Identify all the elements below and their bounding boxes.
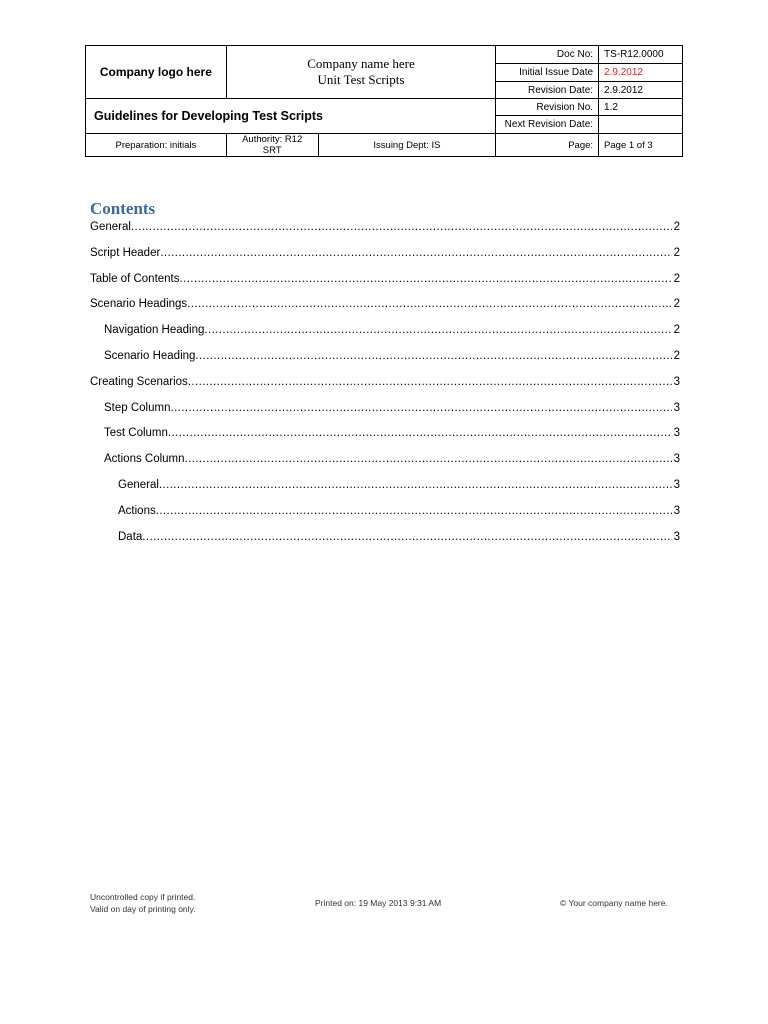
company-name: Company name here xyxy=(307,56,415,71)
dot-leader xyxy=(156,505,672,517)
toc-entry-label: Scenario Headings xyxy=(90,298,188,311)
initial-issue-value: 2.9.2012 xyxy=(599,64,683,82)
toc-entry-label: Script Header xyxy=(90,246,161,259)
dot-leader xyxy=(160,247,671,259)
issuing-dept-field: Issuing Dept: IS xyxy=(318,134,496,157)
toc-entry-actions[interactable] xyxy=(90,505,680,531)
dot-leader xyxy=(170,402,671,414)
toc-entry-general[interactable] xyxy=(90,221,680,247)
toc-entry-page: 3 xyxy=(673,478,680,491)
toc-entry-label: Test Column xyxy=(104,427,168,440)
toc-entry-page: 2 xyxy=(673,246,680,259)
toc-entry-label: General xyxy=(118,478,159,491)
toc-entry-label: Navigation Heading xyxy=(104,324,205,337)
uncontrolled-line-1: Uncontrolled copy if printed. xyxy=(90,892,196,902)
toc-entry-actions-column[interactable] xyxy=(90,453,680,479)
toc-entry-actions-general[interactable] xyxy=(90,479,680,505)
toc-entry-page: 3 xyxy=(673,427,680,440)
printed-on-stamp: Printed on: 19 May 2013 9:31 AM xyxy=(315,898,442,908)
page-label: Page: xyxy=(496,134,599,157)
revision-no-label: Revision No. xyxy=(496,99,599,116)
toc-entry-table-of-contents[interactable] xyxy=(90,273,680,299)
dot-leader xyxy=(185,453,672,465)
toc-entry-test-column[interactable] xyxy=(90,427,680,453)
copyright-notice: © Your company name here. xyxy=(560,898,668,908)
toc-entry-page: 2 xyxy=(673,349,680,362)
toc-entry-page: 2 xyxy=(673,221,680,233)
revision-date-value: 2.9.2012 xyxy=(599,82,683,99)
dot-leader xyxy=(131,221,672,233)
table-of-contents xyxy=(90,221,680,556)
toc-entry-page: 3 xyxy=(673,504,680,517)
toc-entry-step-column[interactable] xyxy=(90,402,680,428)
dot-leader xyxy=(188,376,672,388)
revision-no-value: 1.2 xyxy=(599,99,683,116)
toc-entry-label: Data xyxy=(118,530,143,543)
toc-entry-data[interactable] xyxy=(90,531,680,557)
uncontrolled-line-2: Valid on day of printing only. xyxy=(90,904,196,914)
toc-entry-label: Table of Contents xyxy=(90,272,180,285)
dot-leader xyxy=(159,479,672,491)
toc-entry-scenario-heading[interactable] xyxy=(90,350,680,376)
page-value: Page 1 of 3 xyxy=(599,134,683,157)
toc-entry-navigation-heading[interactable] xyxy=(90,324,680,350)
toc-entry-page: 3 xyxy=(673,401,680,414)
company-logo-placeholder: Company logo here xyxy=(86,46,227,99)
initial-issue-label: Initial Issue Date xyxy=(496,64,599,82)
toc-entry-page: 2 xyxy=(673,298,680,311)
document-type: Unit Test Scripts xyxy=(317,72,405,87)
dot-leader xyxy=(187,298,671,310)
dot-leader xyxy=(204,324,671,336)
dot-leader xyxy=(180,273,672,285)
revision-date-label: Revision Date: xyxy=(496,82,599,99)
toc-entry-page: 2 xyxy=(673,272,680,285)
document-header-table xyxy=(85,45,683,157)
next-revision-value xyxy=(599,116,683,134)
toc-entry-page: 3 xyxy=(673,375,680,388)
toc-entry-label: Step Column xyxy=(104,401,171,414)
contents-heading: Contents xyxy=(90,199,156,218)
toc-entry-label: Actions xyxy=(118,504,156,517)
doc-no-value: TS-R12.0000 xyxy=(599,46,683,64)
next-revision-label: Next Revision Date: xyxy=(496,116,599,134)
toc-entry-label: Scenario Heading xyxy=(104,349,196,362)
uncontrolled-copy-note xyxy=(90,891,196,915)
dot-leader xyxy=(168,427,672,439)
toc-entry-creating-scenarios[interactable] xyxy=(90,376,680,402)
document-title: Guidelines for Developing Test Scripts xyxy=(86,99,496,134)
authority-field: Authority: R12 SRT xyxy=(226,134,318,157)
dot-leader xyxy=(142,531,671,543)
toc-entry-scenario-headings[interactable] xyxy=(90,298,680,324)
toc-entry-label: Actions Column xyxy=(104,453,185,466)
toc-entry-script-header[interactable] xyxy=(90,247,680,273)
toc-entry-page: 3 xyxy=(673,530,680,543)
toc-entry-label: Creating Scenarios xyxy=(90,375,188,388)
dot-leader xyxy=(195,350,671,362)
toc-entry-label: General xyxy=(90,221,131,233)
toc-entry-page: 2 xyxy=(673,324,680,337)
company-name-block xyxy=(226,46,495,99)
doc-no-label: Doc No: xyxy=(496,46,599,64)
preparation-field: Preparation: initials xyxy=(86,134,227,157)
toc-entry-page: 3 xyxy=(673,453,680,466)
